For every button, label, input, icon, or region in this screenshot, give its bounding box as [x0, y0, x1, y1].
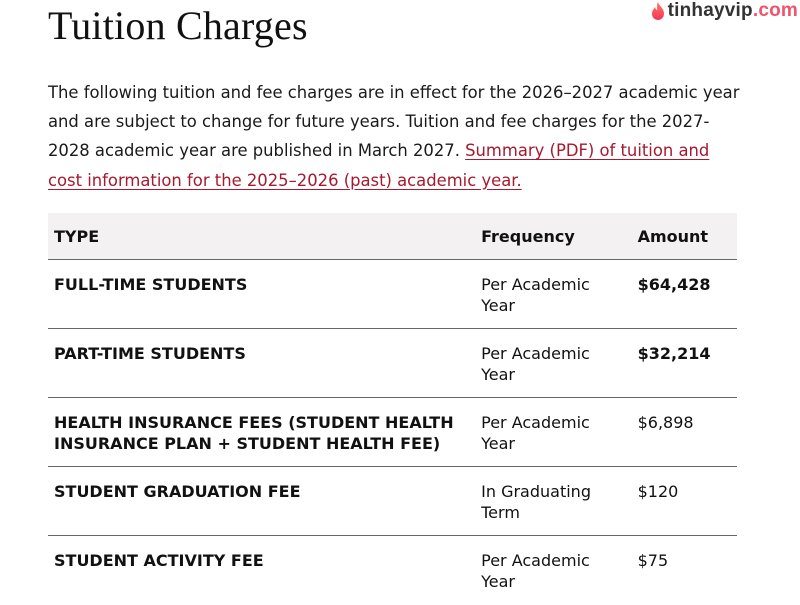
summary-pdf-link[interactable]: Summary (PDF) of tuition and cost information for the 2025–2026 (past) academic year. — [48, 141, 710, 190]
intro-text: The following tuition and fee charges are in effect for the 2026–2027 academic year and are subject to change for future years. Tuition and fee charges for the 2027-2028 academic year are published in March 2027. — [48, 83, 740, 161]
fee-frequency: Per Academic Year — [475, 398, 631, 467]
watermark-logo — [650, 0, 798, 22]
table-row — [48, 398, 737, 467]
fee-amount: $6,898 — [632, 398, 737, 467]
table-row — [48, 329, 737, 398]
fee-amount: $120 — [632, 467, 737, 536]
fee-frequency: Per Academic Year — [475, 260, 631, 329]
watermark-tld: .com — [752, 0, 798, 21]
header-type: TYPE — [48, 213, 475, 260]
fee-frequency: Per Academic Year — [475, 329, 631, 398]
fee-amount: $64,428 — [632, 260, 737, 329]
fee-type: PART-TIME STUDENTS — [48, 329, 475, 398]
fee-amount: $75 — [637, 551, 669, 570]
intro-paragraph — [48, 78, 748, 195]
header-frequency: Frequency — [475, 213, 631, 260]
table-row — [48, 260, 737, 329]
watermark-name: tinhayvip — [667, 0, 753, 21]
fee-type: HEALTH INSURANCE FEES (STUDENT HEALTH INSURANCE PLAN + STUDENT HEALTH FEE) — [48, 398, 475, 467]
tuition-fees-table — [48, 213, 737, 605]
fee-frequency: In Graduating Term — [475, 467, 631, 536]
fee-frequency: Per Academic Year — [481, 551, 590, 591]
fee-type: FULL-TIME STUDENTS — [48, 260, 475, 329]
header-amount: Amount — [632, 213, 737, 260]
table-header-row — [48, 213, 737, 260]
page-title: Tuition Charges — [48, 3, 308, 48]
flame-icon — [650, 1, 666, 21]
table-row — [48, 467, 737, 536]
fee-type: STUDENT GRADUATION FEE — [48, 467, 475, 536]
fee-type: STUDENT ACTIVITY FEE — [54, 551, 264, 570]
table-row — [48, 536, 737, 605]
fee-amount: $32,214 — [632, 329, 737, 398]
